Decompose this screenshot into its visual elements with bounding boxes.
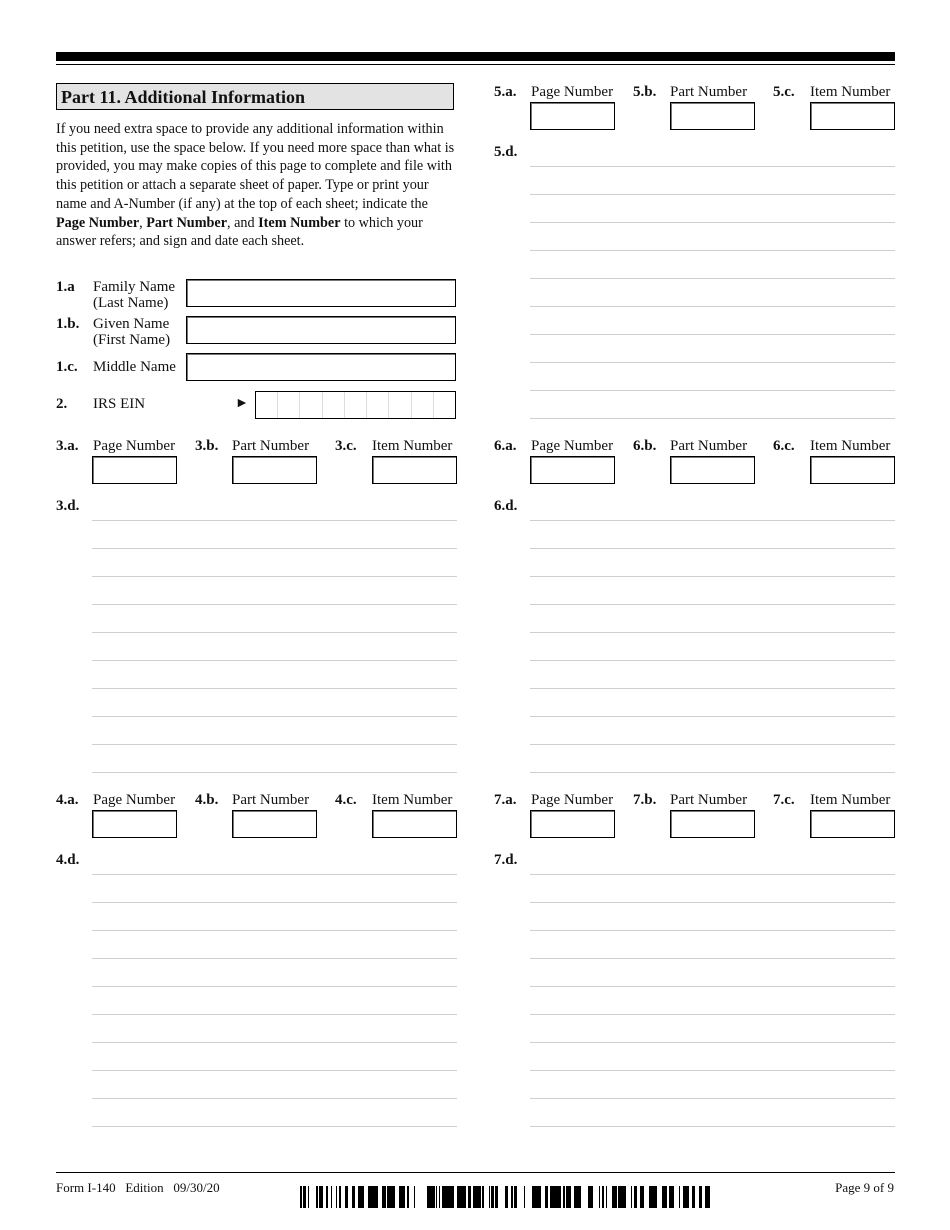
- family-name-label: [93, 279, 175, 311]
- item-number-label-7: Item Number: [810, 792, 891, 808]
- given-name-label-line1: Given Name: [93, 316, 170, 332]
- item-number-7b: 7.b.: [633, 792, 657, 808]
- answer-line-6[interactable]: [530, 576, 895, 577]
- page-number-label-6: Page Number: [531, 438, 614, 454]
- answer-line-3[interactable]: [92, 520, 457, 521]
- page-number-field-7[interactable]: [530, 810, 615, 838]
- intro-text-2: ,: [139, 214, 147, 231]
- answer-line-7[interactable]: [530, 1070, 895, 1071]
- item-number-7d: 7.d.: [494, 852, 518, 868]
- item-number-field-4[interactable]: [372, 810, 457, 838]
- given-name-label: [93, 316, 170, 348]
- item-number-field-3[interactable]: [372, 456, 457, 484]
- ein-digit-cell[interactable]: [323, 392, 345, 418]
- item-number-field-7[interactable]: [810, 810, 895, 838]
- item-number-7c: 7.c.: [773, 792, 795, 808]
- family-name-field[interactable]: [186, 279, 456, 307]
- part-number-field-6[interactable]: [670, 456, 755, 484]
- answer-line-3[interactable]: [92, 744, 457, 745]
- middle-name-label: Middle Name: [93, 359, 176, 375]
- part-number-label-6: Part Number: [670, 438, 748, 454]
- answer-line-3[interactable]: [92, 772, 457, 773]
- answer-line-7[interactable]: [530, 1126, 895, 1127]
- item-number-4c: 4.c.: [335, 792, 357, 808]
- answer-line-7[interactable]: [530, 874, 895, 875]
- answer-line-7[interactable]: [530, 958, 895, 959]
- answer-line-7[interactable]: [530, 902, 895, 903]
- top-rule-thin: [56, 64, 895, 65]
- answer-line-6[interactable]: [530, 660, 895, 661]
- part-number-field-5[interactable]: [670, 102, 755, 130]
- answer-line-6[interactable]: [530, 520, 895, 521]
- answer-line-4[interactable]: [92, 1014, 457, 1015]
- page-number-field-3[interactable]: [92, 456, 177, 484]
- answer-line-5[interactable]: [530, 418, 895, 419]
- page-number-field-5[interactable]: [530, 102, 615, 130]
- answer-line-5[interactable]: [530, 390, 895, 391]
- item-number-field-5[interactable]: [810, 102, 895, 130]
- answer-line-3[interactable]: [92, 688, 457, 689]
- ein-digit-cell[interactable]: [367, 392, 389, 418]
- item-number-6c: 6.c.: [773, 438, 795, 454]
- item-number-label-6: Item Number: [810, 438, 891, 454]
- answer-line-5[interactable]: [530, 194, 895, 195]
- answer-line-4[interactable]: [92, 902, 457, 903]
- answer-line-7[interactable]: [530, 1014, 895, 1015]
- answer-line-3[interactable]: [92, 632, 457, 633]
- part-number-label-3: Part Number: [232, 438, 310, 454]
- item-number-5b: 5.b.: [633, 84, 657, 100]
- page-number-field-6[interactable]: [530, 456, 615, 484]
- item-number-label-4: Item Number: [372, 792, 453, 808]
- part-number-field-3[interactable]: [232, 456, 317, 484]
- item-number-1c: 1.c.: [56, 359, 78, 375]
- answer-line-4[interactable]: [92, 1126, 457, 1127]
- item-number-6d: 6.d.: [494, 498, 518, 514]
- item-number-4a: 4.a.: [56, 792, 79, 808]
- item-number-6b: 6.b.: [633, 438, 657, 454]
- answer-line-6[interactable]: [530, 772, 895, 773]
- part-number-label-4: Part Number: [232, 792, 310, 808]
- item-number-5d: 5.d.: [494, 144, 518, 160]
- answer-line-6[interactable]: [530, 688, 895, 689]
- item-number-5a: 5.a.: [494, 84, 517, 100]
- answer-line-4[interactable]: [92, 930, 457, 931]
- item-number-4b: 4.b.: [195, 792, 219, 808]
- item-number-1a: 1.a: [56, 279, 75, 295]
- item-number-4d: 4.d.: [56, 852, 80, 868]
- item-number-1b: 1.b.: [56, 316, 80, 332]
- item-number-3c: 3.c.: [335, 438, 357, 454]
- answer-line-7[interactable]: [530, 986, 895, 987]
- answer-line-6[interactable]: [530, 632, 895, 633]
- answer-line-5[interactable]: [530, 362, 895, 363]
- barcode: [300, 1186, 712, 1208]
- answer-line-5[interactable]: [530, 334, 895, 335]
- answer-line-4[interactable]: [92, 1042, 457, 1043]
- answer-line-5[interactable]: [530, 166, 895, 167]
- answer-line-5[interactable]: [530, 306, 895, 307]
- family-name-label-line1: Family Name: [93, 279, 176, 295]
- item-number-6a: 6.a.: [494, 438, 517, 454]
- item-number-label-5: Item Number: [810, 84, 891, 100]
- family-name-label-line2: (Last Name): [93, 295, 169, 311]
- page-number-field-4[interactable]: [92, 810, 177, 838]
- ein-digit-cell[interactable]: [345, 392, 367, 418]
- ein-digit-cell[interactable]: [278, 392, 300, 418]
- page-number-label-7: Page Number: [531, 792, 614, 808]
- answer-line-5[interactable]: [530, 278, 895, 279]
- answer-line-6[interactable]: [530, 604, 895, 605]
- given-name-field[interactable]: [186, 316, 456, 344]
- ein-digit-cell[interactable]: [256, 392, 278, 418]
- page-number: Page 9 of 9: [835, 1180, 894, 1195]
- intro-text-1: If you need extra space to provide any additional information within this petition, use the space below. If you need more space than what is provided, you may make copies of this page to complete and file with this petition or attach a separate sheet of paper. Type or print your name and A-Number (if any) at the top of each sheet; indicate the: [56, 121, 455, 212]
- intro-text-3: , and: [227, 214, 259, 231]
- form-edition: Form I-140 Edition 09/30/20: [56, 1180, 220, 1195]
- answer-line-4[interactable]: [92, 1070, 457, 1071]
- item-number-7a: 7.a.: [494, 792, 517, 808]
- top-rule-thick: [56, 52, 895, 61]
- item-number-5c: 5.c.: [773, 84, 795, 100]
- part-11-header: Part 11. Additional Information: [56, 83, 454, 110]
- item-number-3a: 3.a.: [56, 438, 79, 454]
- answer-line-3[interactable]: [92, 716, 457, 717]
- intro-part-number-term: Part Number: [146, 214, 228, 231]
- answer-line-3[interactable]: [92, 604, 457, 605]
- given-name-label-line2: (First Name): [93, 332, 171, 348]
- part-number-label-7: Part Number: [670, 792, 748, 808]
- answer-line-7[interactable]: [530, 1098, 895, 1099]
- answer-line-6[interactable]: [530, 716, 895, 717]
- answer-line-3[interactable]: [92, 576, 457, 577]
- page-number-label-3: Page Number: [93, 438, 176, 454]
- answer-line-4[interactable]: [92, 874, 457, 875]
- intro-page-number-term: Page Number: [56, 214, 140, 231]
- answer-line-7[interactable]: [530, 930, 895, 931]
- ein-digit-cell[interactable]: [434, 392, 455, 418]
- answer-line-6[interactable]: [530, 548, 895, 549]
- footer-rule: [56, 1172, 895, 1173]
- intro-item-number-term: Item Number: [258, 214, 341, 231]
- irs-ein-label: IRS EIN: [93, 396, 146, 412]
- part-number-label-5: Part Number: [670, 84, 748, 100]
- item-number-3d: 3.d.: [56, 498, 80, 514]
- irs-ein-field[interactable]: [255, 391, 456, 419]
- ein-digit-cell[interactable]: [412, 392, 434, 418]
- page-number-label-5: Page Number: [531, 84, 614, 100]
- part-11-instructions: [56, 120, 460, 251]
- page-number-label-4: Page Number: [93, 792, 176, 808]
- answer-line-3[interactable]: [92, 548, 457, 549]
- item-number-label-3: Item Number: [372, 438, 453, 454]
- ein-digit-cell[interactable]: [389, 392, 411, 418]
- part-number-field-4[interactable]: [232, 810, 317, 838]
- ein-digit-cell[interactable]: [300, 392, 322, 418]
- answer-line-5[interactable]: [530, 250, 895, 251]
- answer-line-3[interactable]: [92, 660, 457, 661]
- answer-line-6[interactable]: [530, 744, 895, 745]
- arrow-right-icon: ►: [235, 396, 249, 411]
- answer-line-4[interactable]: [92, 986, 457, 987]
- answer-line-5[interactable]: [530, 222, 895, 223]
- answer-line-4[interactable]: [92, 1098, 457, 1099]
- intro-text-4: to which your answer refers; and sign and date each sheet.: [56, 214, 423, 250]
- middle-name-field[interactable]: [186, 353, 456, 381]
- answer-line-7[interactable]: [530, 1042, 895, 1043]
- part-number-field-7[interactable]: [670, 810, 755, 838]
- item-number-2: 2.: [56, 396, 68, 412]
- item-number-field-6[interactable]: [810, 456, 895, 484]
- item-number-3b: 3.b.: [195, 438, 219, 454]
- answer-line-4[interactable]: [92, 958, 457, 959]
